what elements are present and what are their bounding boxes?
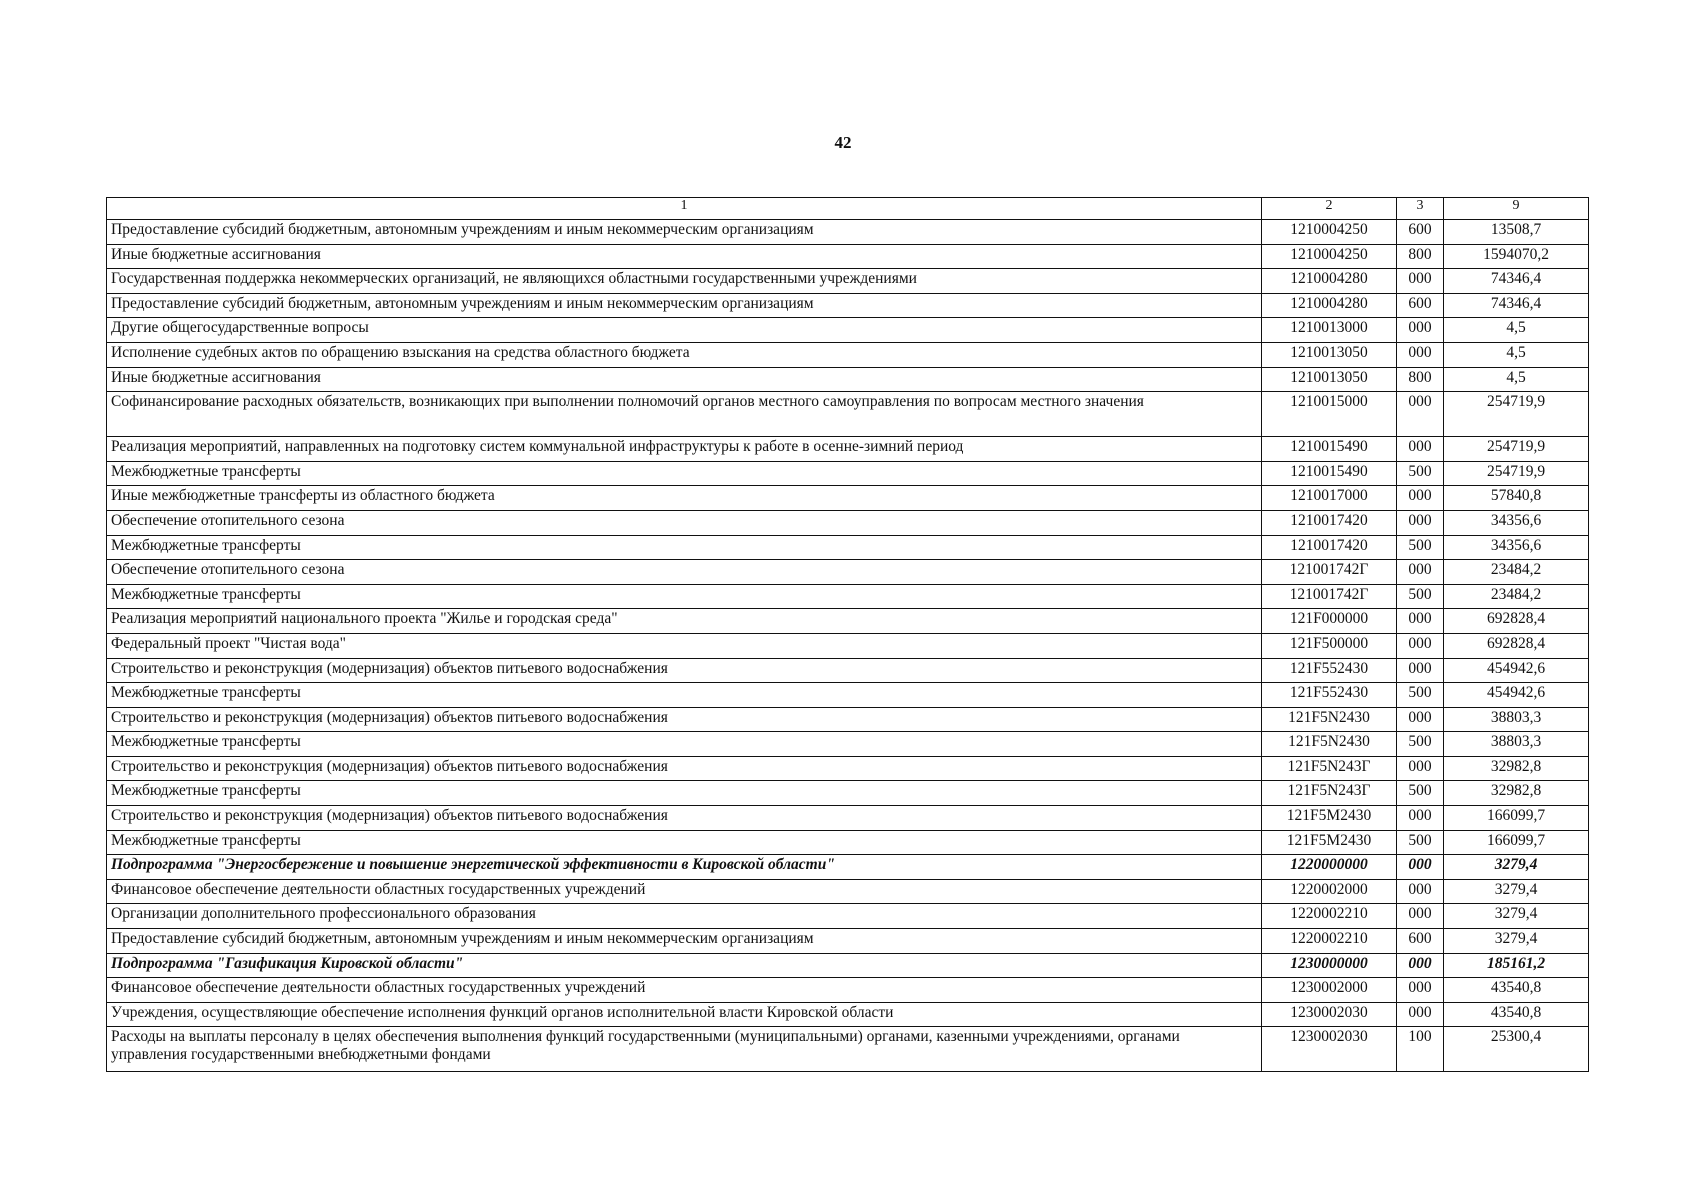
row-code-cell: 121F5M2430 <box>1262 830 1397 855</box>
table-row <box>107 584 1589 609</box>
row-name-cell: Реализация мероприятий национального проекта "Жилье и городская среда" <box>107 609 1262 634</box>
row-code-cell: 1210015490 <box>1262 437 1397 462</box>
row-code-cell: 1220002210 <box>1262 929 1397 954</box>
row-type-cell: 000 <box>1397 707 1444 732</box>
table-row <box>107 683 1589 708</box>
row-type-cell: 100 <box>1397 1027 1444 1072</box>
row-type-cell: 000 <box>1397 879 1444 904</box>
table-row <box>107 560 1589 585</box>
row-amount-cell: 74346,4 <box>1444 293 1589 318</box>
row-name-cell: Межбюджетные трансферты <box>107 584 1262 609</box>
row-type-cell: 000 <box>1397 756 1444 781</box>
row-name-cell: Подпрограмма "Энергосбережение и повышение энергетической эффективности в Кировской области" <box>107 855 1262 880</box>
row-code-cell: 121001742Г <box>1262 584 1397 609</box>
row-amount-cell: 454942,6 <box>1444 683 1589 708</box>
row-type-cell: 500 <box>1397 781 1444 806</box>
row-code-cell: 1210013050 <box>1262 342 1397 367</box>
row-code-cell: 1210004280 <box>1262 269 1397 294</box>
budget-table <box>106 197 1589 1072</box>
row-type-cell: 000 <box>1397 953 1444 978</box>
table-row <box>107 1027 1589 1072</box>
table-row <box>107 535 1589 560</box>
header-col-code: 2 <box>1262 198 1397 220</box>
row-code-cell: 1210004250 <box>1262 220 1397 245</box>
row-amount-cell: 3279,4 <box>1444 929 1589 954</box>
row-code-cell: 1210017420 <box>1262 535 1397 560</box>
header-col-amount: 9 <box>1444 198 1589 220</box>
table-row <box>107 269 1589 294</box>
row-type-cell: 500 <box>1397 535 1444 560</box>
row-name-cell: Обеспечение отопительного сезона <box>107 510 1262 535</box>
table-row <box>107 904 1589 929</box>
subprogram-row <box>107 855 1589 880</box>
row-code-cell: 1210017000 <box>1262 486 1397 511</box>
table-row <box>107 879 1589 904</box>
row-amount-cell: 25300,4 <box>1444 1027 1589 1072</box>
row-type-cell: 000 <box>1397 806 1444 831</box>
row-type-cell: 000 <box>1397 318 1444 343</box>
row-amount-cell: 3279,4 <box>1444 855 1589 880</box>
row-amount-cell: 254719,9 <box>1444 437 1589 462</box>
row-code-cell: 1210004250 <box>1262 244 1397 269</box>
row-name-cell: Межбюджетные трансферты <box>107 535 1262 560</box>
row-name-cell: Иные бюджетные ассигнования <box>107 244 1262 269</box>
row-amount-cell: 454942,6 <box>1444 658 1589 683</box>
row-code-cell: 121001742Г <box>1262 560 1397 585</box>
table-row <box>107 732 1589 757</box>
row-amount-cell: 254719,9 <box>1444 392 1589 437</box>
row-amount-cell: 185161,2 <box>1444 953 1589 978</box>
row-type-cell: 500 <box>1397 683 1444 708</box>
table-row <box>107 461 1589 486</box>
row-amount-cell: 38803,3 <box>1444 732 1589 757</box>
table-row <box>107 293 1589 318</box>
row-type-cell: 500 <box>1397 732 1444 757</box>
row-type-cell: 600 <box>1397 220 1444 245</box>
table-row <box>107 220 1589 245</box>
table-row <box>107 392 1589 437</box>
row-name-cell: Межбюджетные трансферты <box>107 461 1262 486</box>
row-type-cell: 000 <box>1397 658 1444 683</box>
row-code-cell: 1210013050 <box>1262 367 1397 392</box>
row-code-cell: 1220002000 <box>1262 879 1397 904</box>
row-code-cell: 121F500000 <box>1262 633 1397 658</box>
table-row <box>107 318 1589 343</box>
row-type-cell: 000 <box>1397 510 1444 535</box>
row-code-cell: 1230000000 <box>1262 953 1397 978</box>
row-type-cell: 000 <box>1397 904 1444 929</box>
row-name-cell: Межбюджетные трансферты <box>107 732 1262 757</box>
row-name-cell: Строительство и реконструкция (модернизация) объектов питьевого водоснабжения <box>107 806 1262 831</box>
row-amount-cell: 13508,7 <box>1444 220 1589 245</box>
row-type-cell: 800 <box>1397 244 1444 269</box>
row-amount-cell: 43540,8 <box>1444 1002 1589 1027</box>
row-amount-cell: 34356,6 <box>1444 510 1589 535</box>
row-code-cell: 121F000000 <box>1262 609 1397 634</box>
row-type-cell: 000 <box>1397 392 1444 437</box>
row-code-cell: 121F552430 <box>1262 658 1397 683</box>
row-name-cell: Предоставление субсидий бюджетным, автономным учреждениям и иным некоммерческим организациям <box>107 293 1262 318</box>
row-code-cell: 1210013000 <box>1262 318 1397 343</box>
row-amount-cell: 254719,9 <box>1444 461 1589 486</box>
row-name-cell: Финансовое обеспечение деятельности областных государственных учреждений <box>107 978 1262 1003</box>
row-code-cell: 121F552430 <box>1262 683 1397 708</box>
row-type-cell: 500 <box>1397 584 1444 609</box>
row-type-cell: 000 <box>1397 855 1444 880</box>
row-name-cell: Расходы на выплаты персоналу в целях обеспечения выполнения функций государственными (муниципальными) органами, казенными учреждениями, органами управления государственными внебюджетными фондами <box>107 1027 1262 1072</box>
row-code-cell: 1210017420 <box>1262 510 1397 535</box>
row-name-cell: Строительство и реконструкция (модернизация) объектов питьевого водоснабжения <box>107 658 1262 683</box>
row-type-cell: 000 <box>1397 633 1444 658</box>
row-name-cell: Предоставление субсидий бюджетным, автономным учреждениям и иным некоммерческим организациям <box>107 929 1262 954</box>
row-name-cell: Другие общегосударственные вопросы <box>107 318 1262 343</box>
row-name-cell: Реализация мероприятий, направленных на подготовку систем коммунальной инфраструктуры к работе в осенне-зимний период <box>107 437 1262 462</box>
row-amount-cell: 57840,8 <box>1444 486 1589 511</box>
row-name-cell: Строительство и реконструкция (модернизация) объектов питьевого водоснабжения <box>107 756 1262 781</box>
row-amount-cell: 166099,7 <box>1444 830 1589 855</box>
row-type-cell: 600 <box>1397 929 1444 954</box>
row-code-cell: 1230002030 <box>1262 1027 1397 1072</box>
table-row <box>107 633 1589 658</box>
row-name-cell: Учреждения, осуществляющие обеспечение исполнения функций органов исполнительной власти Кировской области <box>107 1002 1262 1027</box>
row-amount-cell: 4,5 <box>1444 318 1589 343</box>
row-code-cell: 1210015490 <box>1262 461 1397 486</box>
row-name-cell: Предоставление субсидий бюджетным, автономным учреждениям и иным некоммерческим организациям <box>107 220 1262 245</box>
table-row <box>107 830 1589 855</box>
table-row <box>107 486 1589 511</box>
row-amount-cell: 43540,8 <box>1444 978 1589 1003</box>
row-amount-cell: 23484,2 <box>1444 584 1589 609</box>
table-header-row <box>107 198 1589 220</box>
row-amount-cell: 692828,4 <box>1444 609 1589 634</box>
row-amount-cell: 692828,4 <box>1444 633 1589 658</box>
row-name-cell: Иные межбюджетные трансферты из областного бюджета <box>107 486 1262 511</box>
row-code-cell: 121F5N2430 <box>1262 732 1397 757</box>
row-code-cell: 1220002210 <box>1262 904 1397 929</box>
row-name-cell: Федеральный проект "Чистая вода" <box>107 633 1262 658</box>
table-row <box>107 510 1589 535</box>
row-type-cell: 000 <box>1397 609 1444 634</box>
row-code-cell: 121F5N2430 <box>1262 707 1397 732</box>
row-name-cell: Межбюджетные трансферты <box>107 781 1262 806</box>
row-type-cell: 600 <box>1397 293 1444 318</box>
row-name-cell: Подпрограмма "Газификация Кировской области" <box>107 953 1262 978</box>
row-code-cell: 121F5M2430 <box>1262 806 1397 831</box>
table-row <box>107 756 1589 781</box>
row-name-cell: Государственная поддержка некоммерческих организаций, не являющихся областными государственными учреждениями <box>107 269 1262 294</box>
row-type-cell: 000 <box>1397 486 1444 511</box>
row-code-cell: 1210015000 <box>1262 392 1397 437</box>
row-name-cell: Строительство и реконструкция (модернизация) объектов питьевого водоснабжения <box>107 707 1262 732</box>
table-row <box>107 806 1589 831</box>
row-amount-cell: 32982,8 <box>1444 781 1589 806</box>
row-amount-cell: 32982,8 <box>1444 756 1589 781</box>
row-name-cell: Иные бюджетные ассигнования <box>107 367 1262 392</box>
row-name-cell: Межбюджетные трансферты <box>107 683 1262 708</box>
row-type-cell: 000 <box>1397 978 1444 1003</box>
page-number: 42 <box>834 133 852 152</box>
table-row <box>107 707 1589 732</box>
table-body <box>107 198 1589 1072</box>
row-amount-cell: 1594070,2 <box>1444 244 1589 269</box>
row-type-cell: 000 <box>1397 342 1444 367</box>
table-row <box>107 367 1589 392</box>
row-type-cell: 000 <box>1397 437 1444 462</box>
table-row <box>107 658 1589 683</box>
row-amount-cell: 4,5 <box>1444 367 1589 392</box>
row-amount-cell: 34356,6 <box>1444 535 1589 560</box>
row-type-cell: 800 <box>1397 367 1444 392</box>
table-row <box>107 929 1589 954</box>
row-code-cell: 1220000000 <box>1262 855 1397 880</box>
row-type-cell: 000 <box>1397 269 1444 294</box>
row-type-cell: 500 <box>1397 461 1444 486</box>
row-name-cell: Исполнение судебных актов по обращению взыскания на средства областного бюджета <box>107 342 1262 367</box>
subprogram-row <box>107 953 1589 978</box>
row-code-cell: 1210004280 <box>1262 293 1397 318</box>
row-code-cell: 121F5N243Г <box>1262 756 1397 781</box>
table-row <box>107 437 1589 462</box>
table-row <box>107 978 1589 1003</box>
header-col-type: 3 <box>1397 198 1444 220</box>
table-row <box>107 342 1589 367</box>
row-amount-cell: 38803,3 <box>1444 707 1589 732</box>
table-row <box>107 609 1589 634</box>
row-amount-cell: 3279,4 <box>1444 879 1589 904</box>
table-row <box>107 781 1589 806</box>
row-code-cell: 1230002000 <box>1262 978 1397 1003</box>
row-amount-cell: 4,5 <box>1444 342 1589 367</box>
table-row <box>107 1002 1589 1027</box>
row-type-cell: 500 <box>1397 830 1444 855</box>
table-row <box>107 244 1589 269</box>
row-amount-cell: 3279,4 <box>1444 904 1589 929</box>
row-name-cell: Межбюджетные трансферты <box>107 830 1262 855</box>
header-col-name: 1 <box>107 198 1262 220</box>
row-code-cell: 121F5N243Г <box>1262 781 1397 806</box>
row-name-cell: Финансовое обеспечение деятельности областных государственных учреждений <box>107 879 1262 904</box>
row-amount-cell: 74346,4 <box>1444 269 1589 294</box>
row-name-cell: Организации дополнительного профессионального образования <box>107 904 1262 929</box>
row-type-cell: 000 <box>1397 1002 1444 1027</box>
row-name-cell: Обеспечение отопительного сезона <box>107 560 1262 585</box>
row-name-cell: Софинансирование расходных обязательств, возникающих при выполнении полномочий органов местного самоуправления по вопросам местного значения <box>107 392 1262 437</box>
row-type-cell: 000 <box>1397 560 1444 585</box>
row-code-cell: 1230002030 <box>1262 1002 1397 1027</box>
row-amount-cell: 23484,2 <box>1444 560 1589 585</box>
row-amount-cell: 166099,7 <box>1444 806 1589 831</box>
